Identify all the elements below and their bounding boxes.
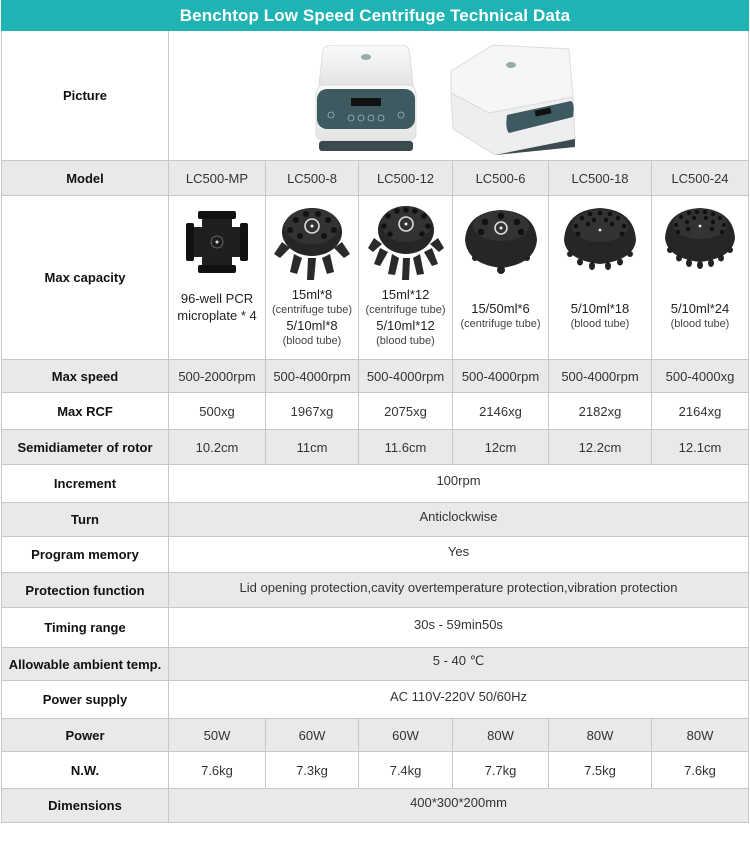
value-cell: 100rpm <box>169 465 749 502</box>
value-cell: 500-4000rpm <box>359 360 453 392</box>
row-max-speed <box>1 360 749 393</box>
row-label: Protection function <box>1 573 169 607</box>
model-cell: LC500-MP <box>169 161 266 195</box>
row-max-rcf <box>1 393 749 430</box>
row-label: Increment <box>1 465 169 502</box>
row-label: Allowable ambient temp. <box>1 648 169 680</box>
row-timing-range <box>1 608 749 648</box>
value-cell: 2182xg <box>549 393 652 429</box>
value-cell: Lid opening protection,cavity overtemperature protection,vibration protection <box>169 573 749 607</box>
value-cell: 30s - 59min50s <box>169 608 749 647</box>
capacity-text: 5/10ml*8 <box>286 318 338 333</box>
value-cell: 7.6kg <box>169 752 266 788</box>
capacity-text: 15ml*12 <box>381 287 430 302</box>
capacity-subtext: (blood tube) <box>670 318 730 330</box>
value-cell: 10.2cm <box>169 430 266 464</box>
value-cell: 80W <box>652 719 749 751</box>
capacity-subtext: (centrifuge tube) <box>365 304 446 316</box>
capacity-cell <box>169 196 266 359</box>
row-label: Turn <box>1 503 169 536</box>
value-cell: 80W <box>453 719 549 751</box>
row-protection <box>1 573 749 608</box>
value-cell: AC 110V-220V 50/60Hz <box>169 681 749 718</box>
value-cell: 2146xg <box>453 393 549 429</box>
row-picture <box>1 31 749 161</box>
row-label: Semidiameter of rotor <box>1 430 169 464</box>
value-cell: 12.2cm <box>549 430 652 464</box>
value-cell: 5 - 40 ℃ <box>169 648 749 680</box>
row-label: Model <box>1 161 169 195</box>
value-cell: 50W <box>169 719 266 751</box>
row-label: Program memory <box>1 537 169 572</box>
row-label: Power supply <box>1 681 169 718</box>
row-label: Picture <box>1 31 169 160</box>
value-cell: 2075xg <box>359 393 453 429</box>
row-program-memory <box>1 537 749 573</box>
capacity-text: 15/50ml*6 <box>471 301 530 316</box>
model-cell: LC500-8 <box>266 161 359 195</box>
value-cell: Yes <box>169 537 749 572</box>
value-cell: 11cm <box>266 430 359 464</box>
value-cell: 1967xg <box>266 393 359 429</box>
capacity-subtext: (blood tube) <box>376 335 435 347</box>
product-pictures <box>169 31 749 160</box>
value-cell: 7.7kg <box>453 752 549 788</box>
capacity-subtext: (centrifuge tube) <box>460 318 541 330</box>
row-label: Power <box>1 719 169 751</box>
value-cell: 12cm <box>453 430 549 464</box>
value-cell: 80W <box>549 719 652 751</box>
capacity-cell <box>359 196 453 359</box>
row-label: Max capacity <box>1 196 169 359</box>
model-cell: LC500-18 <box>549 161 652 195</box>
capacity-cell <box>453 196 549 359</box>
value-cell: 11.6cm <box>359 430 453 464</box>
row-label: N.W. <box>1 752 169 788</box>
centrifuge-front-image <box>313 45 419 153</box>
capacity-text: 5/10ml*18 <box>570 301 630 316</box>
microplate-rotor-image <box>177 200 257 284</box>
value-cell: 7.4kg <box>359 752 453 788</box>
row-label: Dimensions <box>1 789 169 822</box>
angle-rotor-24-image <box>660 200 740 284</box>
capacity-cell <box>549 196 652 359</box>
value-cell: 500-2000rpm <box>169 360 266 392</box>
row-model <box>1 161 749 196</box>
row-semidiameter <box>1 430 749 465</box>
row-label: Timing range <box>1 608 169 647</box>
capacity-subtext: (blood tube) <box>570 318 630 330</box>
capacity-text: 5/10ml*12 <box>376 318 435 333</box>
row-power-supply <box>1 681 749 719</box>
row-dimensions <box>1 789 749 823</box>
value-cell: 2164xg <box>652 393 749 429</box>
model-cell: LC500-24 <box>652 161 749 195</box>
capacity-subtext: (blood tube) <box>282 335 342 347</box>
row-power <box>1 719 749 752</box>
value-cell: 60W <box>359 719 453 751</box>
row-max-capacity <box>1 196 749 360</box>
capacity-text: 5/10ml*24 <box>670 301 730 316</box>
row-increment <box>1 465 749 503</box>
value-cell: 500-4000rpm <box>266 360 359 392</box>
value-cell: 500-4000rpm <box>549 360 652 392</box>
swing-rotor-8-image <box>272 200 352 284</box>
capacity-subtext: (centrifuge tube) <box>271 304 353 316</box>
value-cell: 60W <box>266 719 359 751</box>
capacity-text: 15ml*8 <box>291 287 333 302</box>
angle-rotor-6-image <box>461 200 541 284</box>
value-cell: 7.3kg <box>266 752 359 788</box>
capacity-cell <box>652 196 749 359</box>
value-cell: 500-4000xg <box>652 360 749 392</box>
row-turn <box>1 503 749 537</box>
value-cell: Anticlockwise <box>169 503 749 536</box>
value-cell: 500xg <box>169 393 266 429</box>
row-label: Max speed <box>1 360 169 392</box>
row-ambient-temp <box>1 648 749 681</box>
row-label: Max RCF <box>1 393 169 429</box>
value-cell: 7.6kg <box>652 752 749 788</box>
row-net-weight <box>1 752 749 789</box>
capacity-cell <box>266 196 359 359</box>
table-title: Benchtop Low Speed Centrifuge Technical Data <box>1 0 749 31</box>
centrifuge-angled-image <box>449 43 579 155</box>
capacity-text: microplate * 4 <box>177 308 257 323</box>
value-cell: 7.5kg <box>549 752 652 788</box>
swing-rotor-12-image <box>366 200 446 284</box>
angle-rotor-18-image <box>560 200 640 284</box>
model-cell: LC500-12 <box>359 161 453 195</box>
value-cell: 400*300*200mm <box>169 789 749 822</box>
value-cell: 12.1cm <box>652 430 749 464</box>
capacity-text: 96-well PCR <box>180 291 254 306</box>
model-cell: LC500-6 <box>453 161 549 195</box>
value-cell: 500-4000rpm <box>453 360 549 392</box>
